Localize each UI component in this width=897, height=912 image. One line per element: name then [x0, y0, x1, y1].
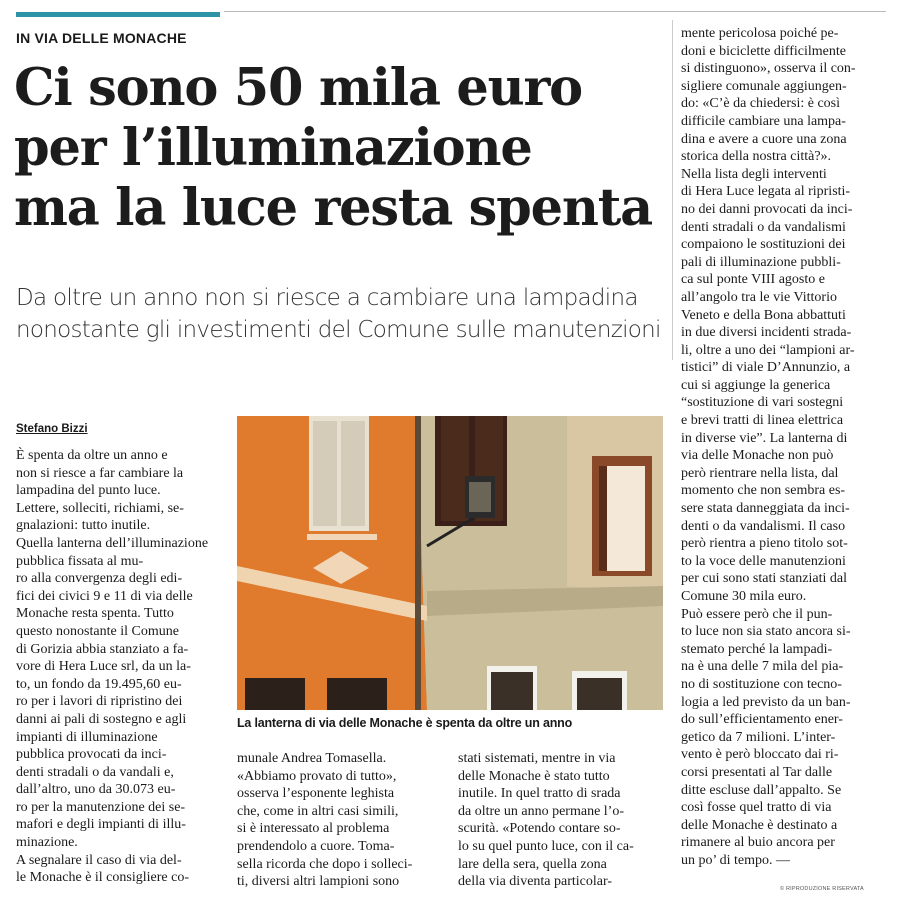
headline: Ci sono 50 mila euro per l’illuminazione ma la luce resta spenta: [14, 58, 652, 238]
body-column-2: munale Andrea Tomasella. «Abbiamo provato di tutto», osserva l’esponente leghista che, come in altri casi simili, si è interessato al problema prendendolo a cuore. Toma- sella ricorda che dopo i solleci- ti, diversi altri lampioni sono: [237, 751, 413, 890]
subheadline: Da oltre un anno non si riesce a cambiare una lampadina nonostante gli investimenti del Comune sulle manutenzioni: [16, 285, 661, 343]
body-column-1: È spenta da oltre un anno e non si riesce a far cambiare la lampadina del punto luce. Lettere, solleciti, richiami, se- gnalazioni: tutto inutile. Quella lanterna dell’illuminazione pubblica fissata al mu- ro alla convergenza degli edi- fici dei civici 9 e 11 di via delle Monache resta spenta. Tutto questo nonostante il Comune di Gorizia abbia stanziato a fa- vore di Hera Luce srl, da un la- to, un fondo da 19.495,60 eu- ro per i lavori di ripristino dei danni ai pali di sostegno e agli impianti di illuminazione pubblica provocati da inci- denti stradali o da vandali e, dall’altro, uno da 30.073 eu- ro per la manutenzione dei se- mafori e degli impianti di illu- minazione. A segnalare il caso di via del- le Monache è il consigliere co-: [16, 448, 209, 886]
photo-caption: La lanterna di via delle Monache è spenta da oltre un anno: [237, 716, 573, 730]
byline: Stefano Bizzi: [16, 423, 88, 435]
top-rule: [224, 11, 886, 12]
body-column-4: mente pericolosa poiché pe- doni e biciclette difficilmente si distinguono», osserva il con- sigliere comunale aggiungen- do: «C’è da chiedersi: è così difficile cambiare una lampa- dina e avere a cuore una zona storica della nostra città?». Nella lista degli interventi di Hera Luce legata al ripristi- no dei danni provocati da inci- denti stradali o da vandalismi compaiono le sostituzioni dei pali di illuminazione pubbli- ca sul ponte VIII agosto e all’angolo tra le vie Vittorio Veneto e della Bona abbattuti in due diversi incidenti strada- li, oltre a uno dei “lampioni ar- tistici” di viale D’Annunzio, a cui si aggiunge la generica “sostituzione di vari sostegni e brevi tratti di linea elettrica in diverse vie”. La lanterna di via delle Monache non può però rientrare nella lista, dal momento che non sembra es- sere stata danneggiata da inci- denti o da vandalismi. Il caso però rientra a pieno titolo sot- to la voce delle manutenzioni per cui sono stati stanziati dal Comune 30 mila euro. Può essere però che il pun- to luce non sia stato ancora si- stemato perché la lampadi- na è una delle 7 mila del pia- no di sostituzione con tecno- logia a led previsto da un ban- do sull’efficientamento ener- getico da 7 milioni. L’inter- vento è però bloccato dai ri- corsi presentati al Tar dalle ditte escluse dall’appalto. Se così fosse quel tratto di via delle Monache è destinato a rimanere al buio ancora per un po’ di tempo. —: [681, 26, 856, 868]
body-column-3: stati sistemati, mentre in via delle Monache è stato tutto inutile. In quel tratto di srada da oltre un anno permane l’o- scurità. «Potendo contare so- lo su quel punto luce, con il ca- lare della sera, quella zona della via diventa particolar-: [458, 751, 634, 890]
article-photo: [237, 416, 663, 710]
kicker: IN VIA DELLE MONACHE: [16, 30, 187, 46]
photo-illustration: [237, 416, 663, 710]
section-accent-bar: [16, 12, 220, 17]
rights-notice: © RIPRODUZIONE RISERVATA: [780, 886, 864, 892]
